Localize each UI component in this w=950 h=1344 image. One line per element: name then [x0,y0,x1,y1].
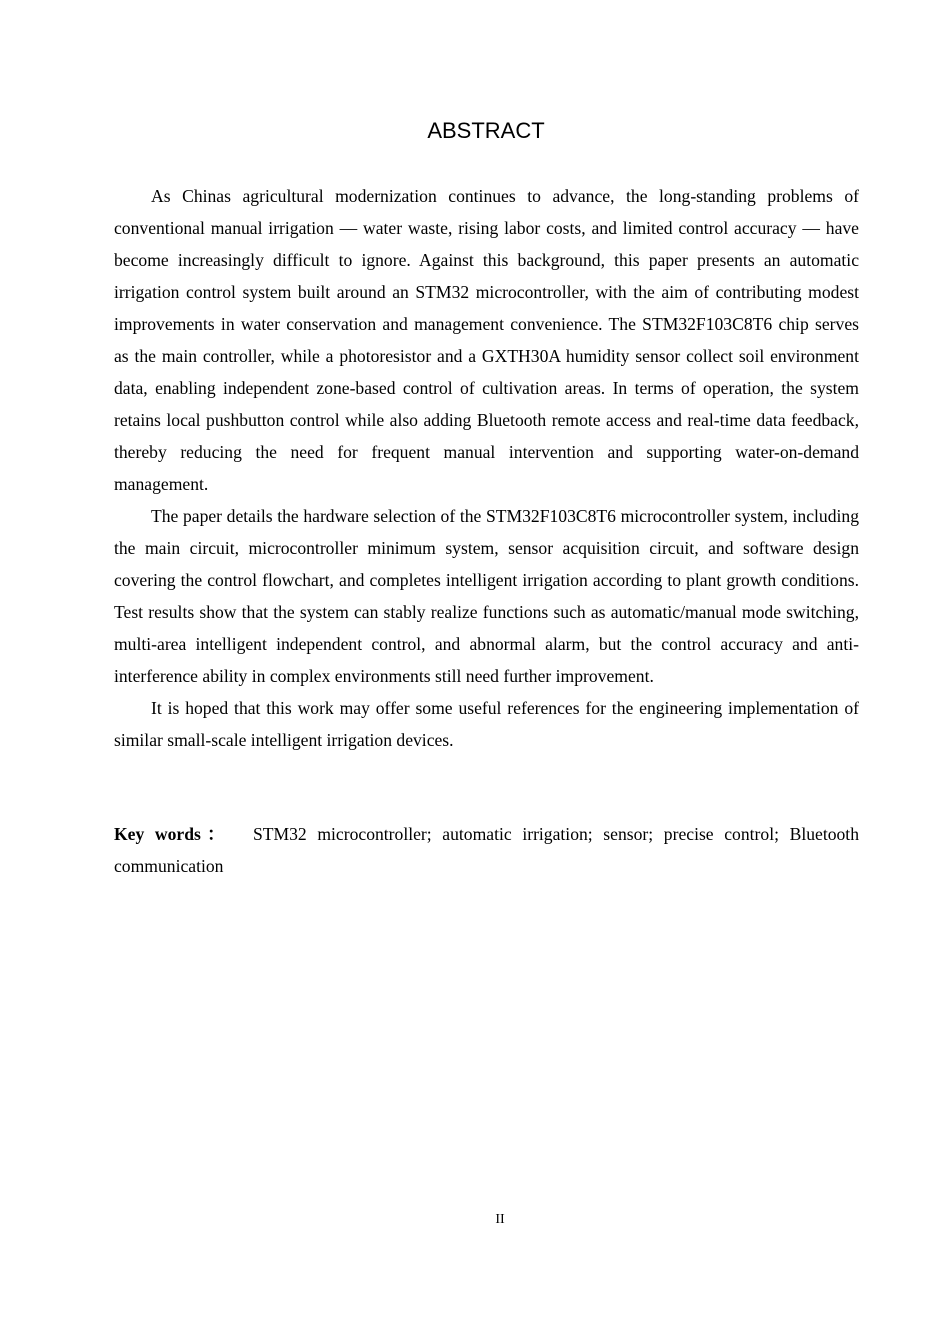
abstract-paragraph-3: It is hoped that this work may offer some useful references for the engineering implementation of similar small-scale intelligent irrigation devices. [114,698,859,750]
abstract-body [114,180,859,756]
keywords-text: STM32 microcontroller; automatic irrigation; sensor; precise control; Bluetooth communication [114,824,859,876]
abstract-title: ABSTRACT [427,118,545,143]
keywords-label: Key words： [114,824,231,844]
abstract-paragraph-2: The paper details the hardware selection of the STM32F103C8T6 microcontroller system, including the main circuit, microcontroller minimum system, sensor acquisition circuit, and software design covering the control flowchart, and completes intelligent irrigation according to plant growth conditions. Test results show that the system can stably realize functions such as automatic/manual mode switching, multi-area intelligent independent control, and abnormal alarm, but the control accuracy and anti-interference ability in complex environments still need further improvement. [114,506,859,686]
abstract-paragraph-1: As Chinas agricultural modernization continues to advance, the long-standing problems of conventional manual irrigation — water waste, rising labor costs, and limited control accuracy — have become increasingly difficult to ignore. Against this background, this paper presents an automatic irrigation control system built around an STM32 microcontroller, with the aim of contributing modest improvements in water conservation and management convenience. The STM32F103C8T6 chip serves as the main controller, while a photoresistor and a GXTH30A humidity sensor collect soil environment data, enabling independent zone-based control of cultivation areas. In terms of operation, the system retains local pushbutton control while also adding Bluetooth remote access and real-time data feedback, thereby reducing the need for frequent manual intervention and supporting water-on-demand management. [114,186,859,494]
keywords-line [114,818,859,882]
page-number: II [495,1212,505,1227]
